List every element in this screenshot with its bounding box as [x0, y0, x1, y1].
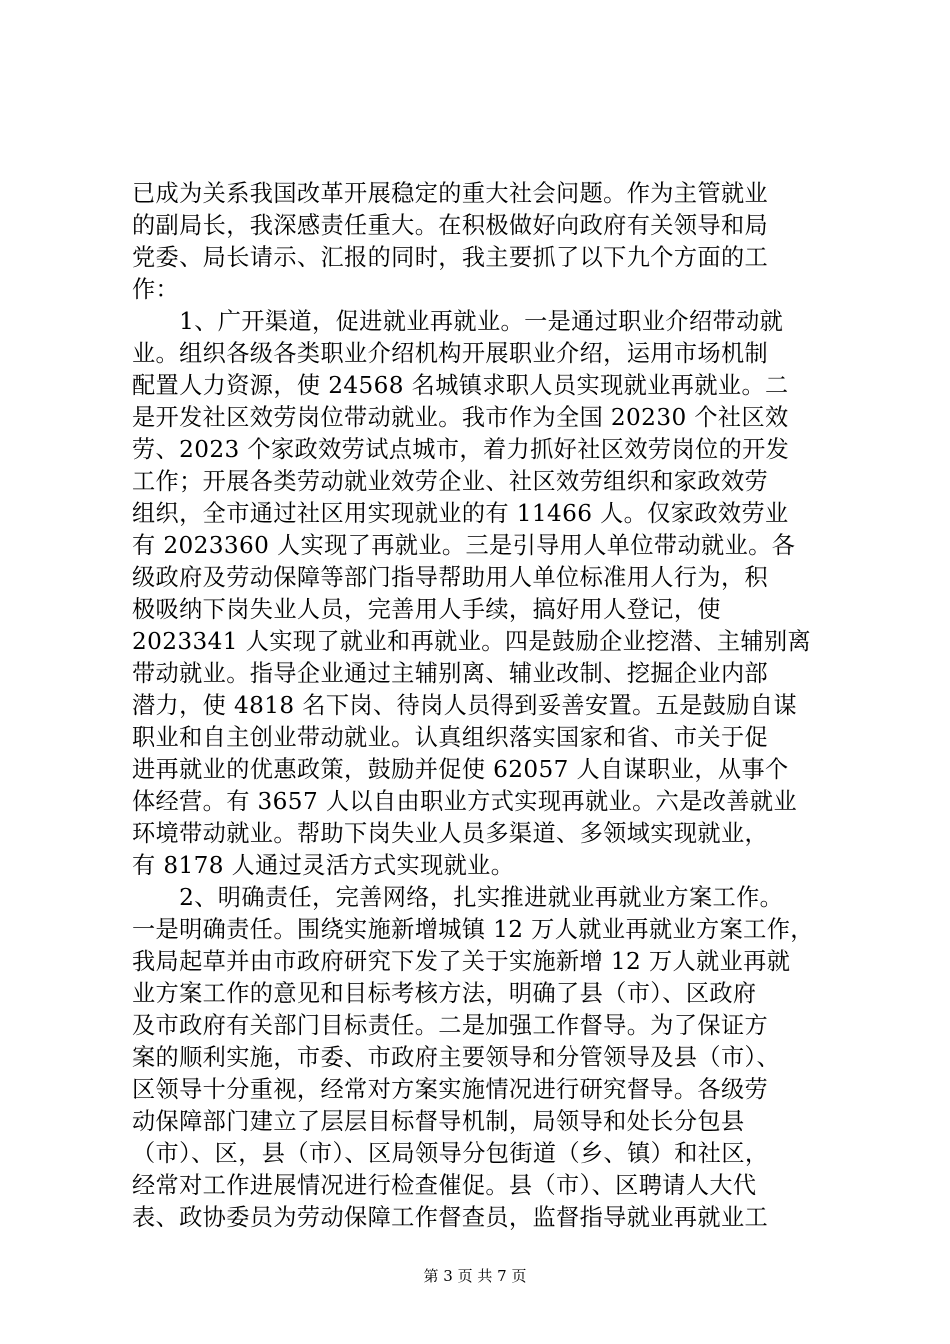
text-line: 业方案工作的意见和目标考核方法，明确了县（市）、区政府	[132, 979, 757, 1007]
text-line: 2023341 人实现了就业和再就业。四是鼓励企业挖潜、主辅别离	[132, 627, 812, 655]
text-line: 极吸纳下岗失业人员，完善用人手续，搞好用人登记，使	[132, 595, 721, 623]
text-line: 环境带动就业。帮助下岗失业人员多渠道、多领域实现就业，	[132, 819, 769, 847]
text-line: 区领导十分重视，经常对方案实施情况进行研究督导。各级劳	[132, 1075, 769, 1103]
text-line: 一是明确责任。围绕实施新增城镇 12 万人就业再就业方案工作，	[132, 915, 814, 943]
text-line: （市）、区，县（市）、区局领导分包街道（乡、镇）和社区，	[132, 1139, 769, 1167]
text-line: 劳、2023 个家政效劳试点城市，着力抓好社区效劳岗位的开发	[132, 435, 790, 463]
text-line: 配置人力资源，使 24568 名城镇求职人员实现就业再就业。二	[132, 371, 789, 399]
text-line: 党委、局长请示、汇报的同时，我主要抓了以下九个方面的工	[132, 243, 769, 271]
text-line: 有 8178 人通过灵活方式实现就业。	[132, 851, 515, 879]
text-line: 经常对工作进展情况进行检查催促。县（市）、区聘请人大代	[132, 1171, 757, 1199]
text-line: 进再就业的优惠政策，鼓励并促使 62057 人自谋职业，从事个	[132, 755, 789, 783]
text-line: 及市政府有关部门目标责任。二是加强工作督导。为了保证方	[132, 1011, 769, 1039]
text-line: 级政府及劳动保障等部门指导帮助用人单位标准用人行为，积	[132, 563, 769, 591]
text-line: 带动就业。指导企业通过主辅别离、辅业改制、挖掘企业内部	[132, 659, 769, 687]
text-line: 工作；开展各类劳动就业效劳企业、社区效劳组织和家政效劳	[132, 467, 769, 495]
text-line: 的副局长，我深感责任重大。在积极做好向政府有关领导和局	[132, 211, 769, 239]
text-line: 组织，全市通过社区用实现就业的有 11466 人。仅家政效劳业	[132, 499, 789, 527]
text-line: 潜力，使 4818 名下岗、待岗人员得到妥善安置。五是鼓励自谋	[132, 691, 798, 719]
paragraph-1-start: 1、广开渠道，促进就业再就业。一是通过职业介绍带动就	[132, 307, 784, 335]
text-line: 有 2023360 人实现了再就业。三是引导用人单位带动就业。各	[132, 531, 796, 559]
text-line: 业。组织各级各类职业介绍机构开展职业介绍，运用市场机制	[132, 339, 769, 367]
text-line: 作：	[132, 275, 180, 303]
text-line: 是开发社区效劳岗位带动就业。我市作为全国 20230 个社区效	[132, 403, 789, 431]
text-line: 已成为关系我国改革开展稳定的重大社会问题。作为主管就业	[132, 179, 769, 207]
text-line: 体经营。有 3657 人以自由职业方式实现再就业。六是改善就业	[132, 787, 798, 815]
text-line: 表、政协委员为劳动保障工作督查员，监督指导就业再就业工	[132, 1203, 769, 1231]
text-line: 动保障部门建立了层层目标督导机制，局领导和处长分包县	[132, 1107, 745, 1135]
text-line: 我局起草并由市政府研究下发了关于实施新增 12 万人就业再就	[132, 947, 791, 975]
page-number-footer: 第 3 页 共 7 页	[423, 1267, 527, 1285]
text-line: 案的顺利实施，市委、市政府主要领导和分管领导及县（市）、	[132, 1043, 781, 1071]
paragraph-2-start: 2、明确责任，完善网络，扎实推进就业再就业方案工作。	[132, 883, 784, 911]
text-line: 职业和自主创业带动就业。认真组织落实国家和省、市关于促	[132, 723, 769, 751]
